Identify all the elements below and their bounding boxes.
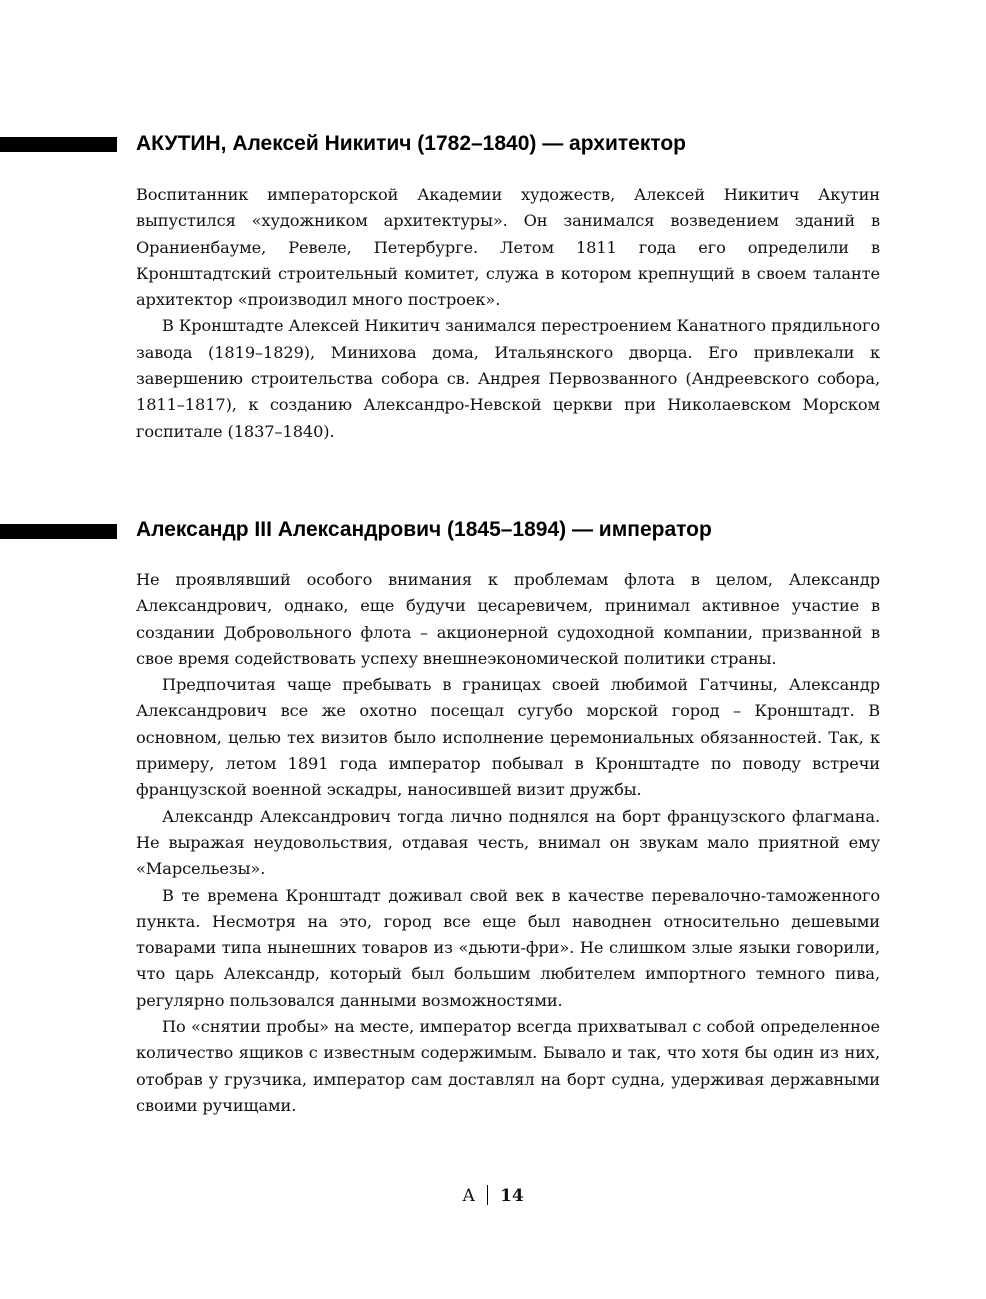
footer-divider xyxy=(487,1185,488,1205)
entry-marker-bar xyxy=(0,524,117,539)
page-footer xyxy=(0,1184,986,1208)
paragraph: В Кронштадте Алексей Никитич занимался перестроением Канатного прядильного завода (1819–1829), Минихова дома, Итальянского дворца. Его привлекали к завершению строительства собора св. Андрея Первозванного (Андреевского собора, 1811–1817), к созданию Александро-Невской церкви при Николаевском Морском госпитале (1837–1840). xyxy=(136,316,880,441)
entry-body xyxy=(136,567,880,1119)
paragraph: Александр Александрович тогда лично поднялся на борт французского флагмана. Не выражая неудовольствия, отдавая честь, внимал он звукам мало приятной ему «Марсельезы». xyxy=(136,806,880,879)
paragraph: По «снятии пробы» на месте, император всегда прихватывал с собой определенное количество ящиков с известным содержимым. Бывало и так, что хотя бы один из них, отобрав у грузчика, император сам доставлял на борт судна, удерживая державными своими ручищами. xyxy=(136,1017,880,1115)
entry-body xyxy=(136,182,880,445)
entry-marker-bar xyxy=(0,137,117,152)
paragraph: Предпочитая чаще пребывать в границах своей любимой Гатчины, Александр Александрович все же охотно посещал сугубо морской город – Кронштадт. В основном, целью тех визитов было исполнение церемониальных обязанностей. Так, к примеру, летом 1891 года император побывал в Кронштадте по поводу встречи французской военной эскадры, наносившей визит дружбы. xyxy=(136,675,880,800)
paragraph: В те времена Кронштадт доживал свой век в качестве перевалочно-таможенного пункта. Несмотря на это, город все еще был наводнен относительно дешевыми товарами типа нынешних товаров из «дьюти-фри». Не слишком злые языки говорили, что царь Александр, который был большим любителем импортного темного пива, регулярно пользовался данными возможностями. xyxy=(136,885,880,1010)
entry-title: Александр III Александрович (1845–1894) — император xyxy=(136,518,712,541)
entry-title: АКУТИН, Алексей Никитич (1782–1840) — архитектор xyxy=(136,132,687,155)
page-number: 14 xyxy=(500,1186,524,1206)
section-letter: А xyxy=(462,1186,476,1206)
paragraph: Воспитанник императорской Академии художеств, Алексей Никитич Акутин выпустился «художником архитектуры». Он занимался возведением зданий в Ораниенбауме, Ревеле, Петербурге. Летом 1811 года его определили в Кронштадтский строительный комитет, служа в котором крепнущий в своем таланте архитектор «производил много построек». xyxy=(136,185,880,310)
paragraph: Не проявлявший особого внимания к проблемам флота в целом, Александр Александрович, однако, еще будучи цесаревичем, принимал активное участие в создании Добровольного флота – акционерной судоходной компании, призванной в свое время содействовать успеху внешнеэкономической политики страны. xyxy=(136,570,880,668)
